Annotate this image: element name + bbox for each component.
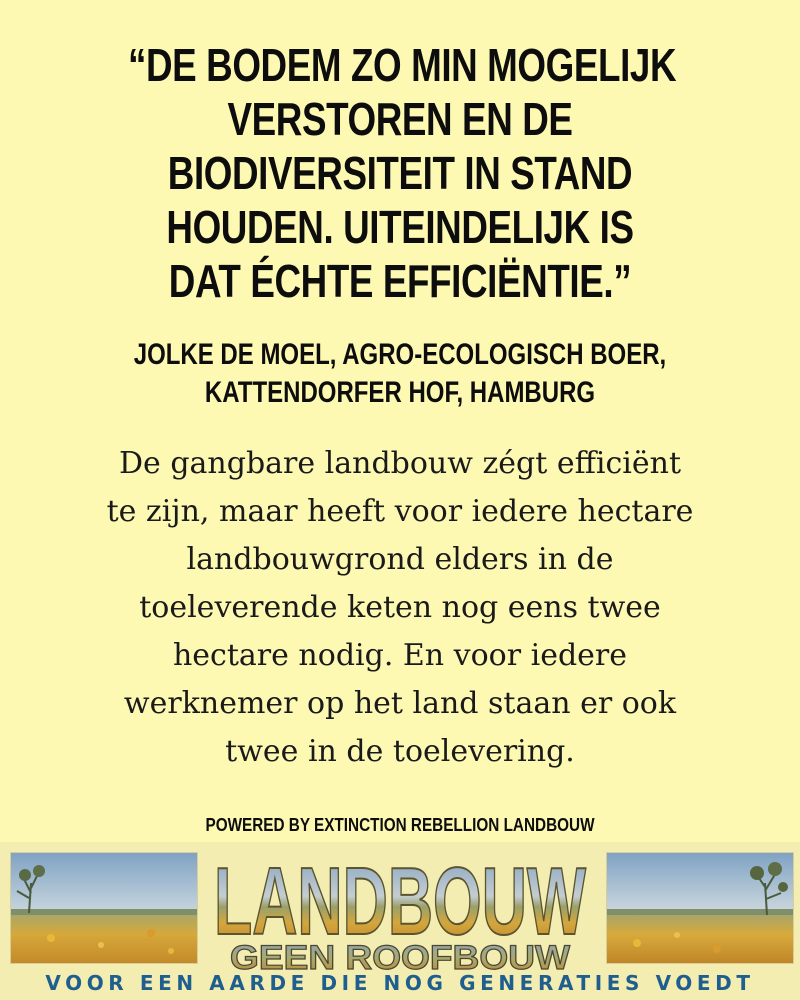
landscape-painting-right [606, 852, 794, 964]
quote-heading [128, 38, 677, 308]
quote-line: BIODIVERSITEIT IN STAND [167, 147, 633, 199]
tagline: VOOR EEN AARDE DIE NOG GENERATIES VOEDT [45, 971, 755, 995]
quote-line: “DE BODEM ZO MIN MOGELIJK [128, 39, 677, 91]
body-line: toeleverende keten nog eens twee [139, 590, 661, 625]
powered-by-text: POWERED BY EXTINCTION REBELLION LANDBOUW [205, 815, 595, 835]
body-line: De gangbare landbouw zégt efficiënt [118, 446, 682, 481]
body-line: twee in de toelevering. [225, 734, 575, 769]
logo-subtitle [200, 938, 600, 974]
logo-subtitle-text: GEEN ROOFBOUW [230, 939, 571, 974]
attribution-line: KATTENDORFER HOF, HAMBURG [204, 376, 596, 409]
landscape-painting-left [10, 852, 198, 964]
quote-line: HOUDEN. UITEINDELIJK IS [166, 201, 634, 253]
footer-banner [0, 842, 800, 1000]
body-paragraph [40, 440, 760, 776]
quote-line: VERSTOREN EN DE [227, 93, 573, 145]
body-line: landbouwgrond elders in de [186, 542, 614, 577]
quote-attribution [128, 336, 672, 412]
attribution-line: JOLKE DE MOEL, AGRO-ECOLOGISCH BOER, [133, 338, 667, 371]
landbouw-logo [200, 844, 600, 944]
logo-title-text: LANDBOUW [214, 848, 587, 944]
body-line: werknemer op het land staan er ook [123, 686, 677, 721]
quote-line: DAT ÉCHTE EFFICIËNTIE.” [168, 255, 632, 307]
body-line: hectare nodig. En voor iedere [172, 638, 627, 673]
body-line: te zijn, maar heeft voor iedere hectare [106, 494, 694, 529]
